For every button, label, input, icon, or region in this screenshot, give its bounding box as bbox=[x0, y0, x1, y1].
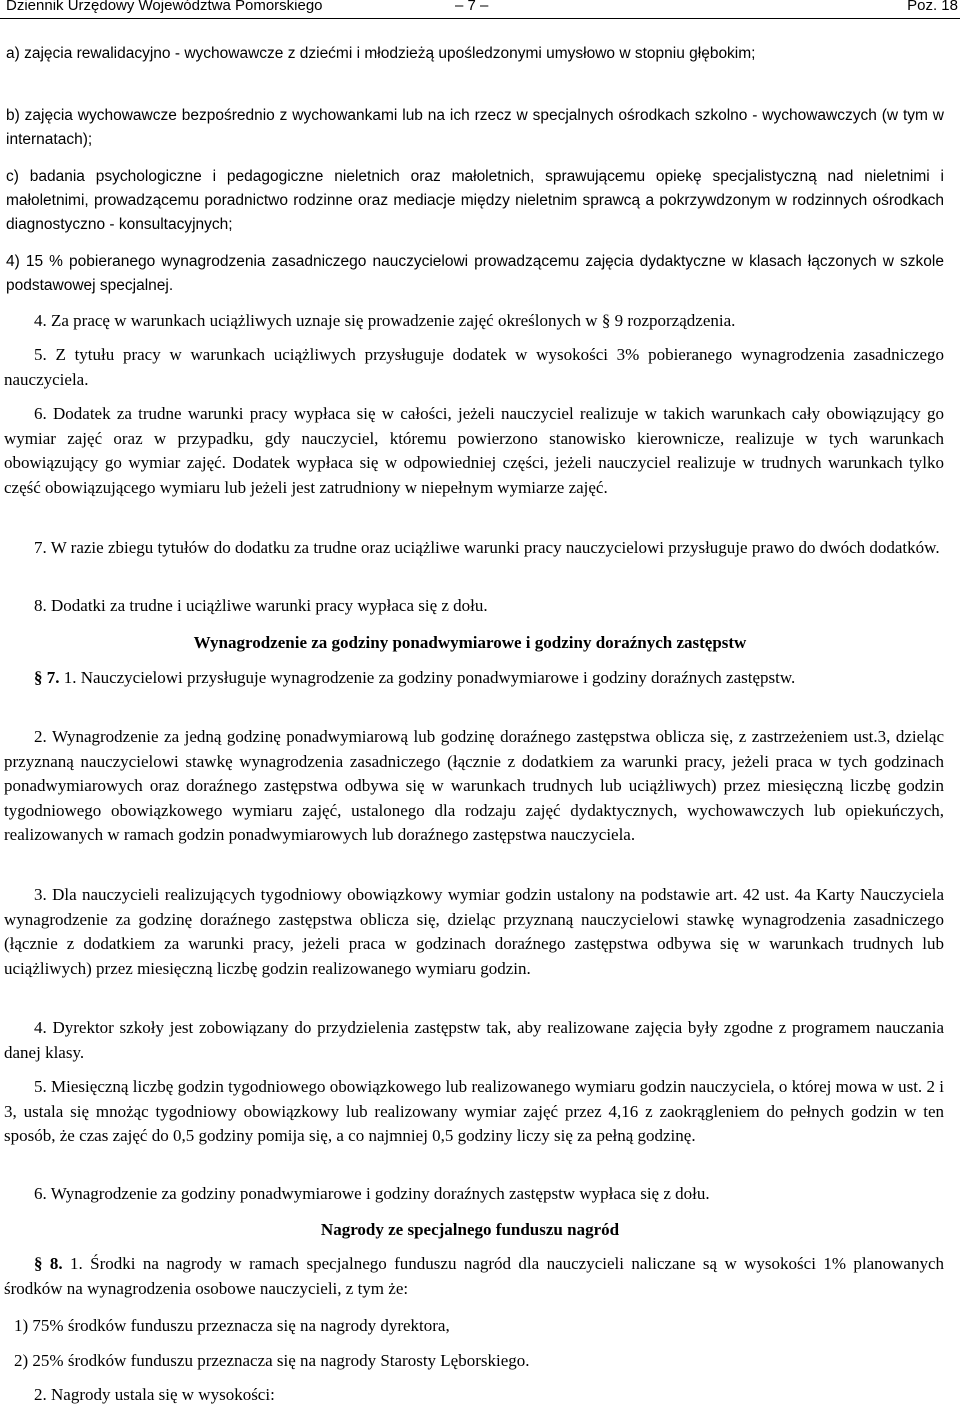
item-c: c) badania psychologiczne i pedagogiczne nieletnich oraz małoletnich, sprawującemu opiekę specjalistyczną nad nieletnimi i małoletnimi, prowadzącemu poradnictwo rodzinne oraz mediacje między nieletnim sprawcą a pokrzywdzonym w rodzinnych ośrodkach diagnostyczno - konsultacyjnych; bbox=[6, 168, 944, 233]
header-rule bbox=[0, 18, 960, 19]
item-a: a) zajęcia rewalidacyjno - wychowawcze z dziećmi i młodzieżą upośledzonymi umysłowo w stopniu głębokim; bbox=[6, 45, 756, 62]
page-number: – 7 – bbox=[455, 0, 489, 14]
section-7-number: § 7. bbox=[34, 668, 60, 687]
section-heading-awards: Nagrody ze specjalnego funduszu nagród bbox=[320, 1220, 620, 1239]
section-7-paragraph-6: 6. Wynagrodzenie za godziny ponadwymiarowe i godziny doraźnych zastępstw wypłaca się z dołu. bbox=[34, 1184, 710, 1203]
paragraph-4: 4. Za pracę w warunkach uciążliwych uznaje się prowadzenie zajęć określonych w § 9 rozporządzenia. bbox=[34, 311, 736, 330]
paragraph-6: 6. Dodatek za trudne warunki pracy wypłaca się w całości, jeżeli nauczyciel realizuje w takich warunkach cały obowiązujący go wymiar zajęć oraz w przypadku, gdy nauczyciel, któremu powierzono stanowisko kierownicze, realizuje w tych warunkach obowiązujący go wymiar zajęć. Dodatek wypłaca się w odpowiedniej części, jeżeli nauczyciel realizuje w trudnych warunkach tylko część obowiązującego wymiaru lub jeżeli jest zatrudniony w niepełnym wymiarze zajęć. bbox=[4, 404, 944, 497]
item-4: 4) 15 % pobieranego wynagrodzenia zasadniczego nauczycielowi prowadzącemu zajęcia dydaktyczne w klasach łączonych w szkole podstawowej specjalnej. bbox=[6, 253, 944, 294]
section-heading-overtime: Wynagrodzenie za godziny ponadwymiarowe i godziny doraźnych zastępstw bbox=[193, 633, 747, 652]
section-7-paragraph-3: 3. Dla nauczycieli realizujących tygodniowy obowiązkowy wymiar godzin ustalony na podstawie art. 42 ust. 4a Karty Nauczyciela wynagrodzenie za godzinę doraźnego zastępstwa oblicza się, dzieląc przyznaną nauczycielowi stawkę wynagrodzenia zasadniczego (łącznie z dodatkiem za warunki pracy, jeżeli praca w godzinach doraźnego zastępstwa odbywa się w warunkach trudnych lub uciążliwych) przez miesięczną liczbę godzin realizowanego wymiaru godzin. bbox=[4, 885, 944, 978]
section-8-paragraph-2: 2. Nagrody ustala się w wysokości: bbox=[34, 1385, 275, 1404]
paragraph-8: 8. Dodatki za trudne i uciążliwe warunki pracy wypłaca się z dołu. bbox=[34, 596, 488, 615]
section-8-number: § 8. bbox=[34, 1254, 63, 1273]
section-7-paragraph-5: 5. Miesięczną liczbę godzin tygodniowego obowiązkowego lub realizowanego wymiaru godzin nauczyciela, o której mowa w ust. 2 i 3, ustala się mnożąc tygodniowy obowiązkowy lub realizowany wymiar zajęć przez 4,16 z zaokrągleniem do pełnych godzin w ten sposób, że czas zajęć do 0,5 godziny pomija się, a co najmniej 0,5 godziny liczy się za pełną godzinę. bbox=[4, 1077, 944, 1145]
section-8-item-1: 1) 75% środków funduszu przeznacza się na nagrody dyrektora, bbox=[14, 1316, 450, 1335]
section-8-text-1: 1. Środki na nagrody w ramach specjalnego funduszu nagród dla nauczycieli naliczane są w wysokości 1% planowanych środków na wynagrodzenia osobowe nauczycieli, z tym że: bbox=[4, 1254, 945, 1298]
section-7-paragraph-1 bbox=[4, 666, 944, 691]
page-header bbox=[0, 0, 960, 20]
paragraph-7: 7. W razie zbiegu tytułów do dodatku za trudne oraz uciążliwe warunki pracy nauczycielowi przysługuje prawo do dwóch dodatków. bbox=[34, 538, 940, 557]
paragraph-5: 5. Z tytułu pracy w warunkach uciążliwych przysługuje dodatek w wysokości 3% pobieranego wynagrodzenia zasadniczego nauczyciela. bbox=[4, 345, 944, 389]
section-7-text-1: 1. Nauczycielowi przysługuje wynagrodzenie za godziny ponadwymiarowe i godziny doraźnych zastępstw. bbox=[63, 668, 796, 687]
position-number: Poz. 18 bbox=[907, 0, 958, 14]
section-7-paragraph-2: 2. Wynagrodzenie za jedną godzinę ponadwymiarową lub godzinę doraźnego zastępstwa oblicza się, z zastrzeżeniem ust.3, dzieląc przyznaną nauczycielowi stawkę wynagrodzenia zasadniczego (łącznie z dodatkiem za warunki pracy, jeżeli praca w tych godzinach ponadwymiarowych oraz doraźnego zastępstwa odbywa się w warunkach trudnych lub uciążliwych) przez miesięczną liczbę godzin tygodniowego obowiązkowego wymiaru zajęć, ustalonego dla rodzaju zajęć dydaktycznych, wychowawczych lub opiekuńczych, realizowanych w ramach godzin ponadwymiarowych lub doraźnego zastępstwa nauczyciela. bbox=[4, 727, 944, 844]
journal-title: Dziennik Urzędowy Województwa Pomorskiego bbox=[6, 0, 323, 14]
section-8-item-2: 2) 25% środków funduszu przeznacza się na nagrody Starosty Lęborskiego. bbox=[14, 1351, 530, 1370]
section-7-paragraph-4: 4. Dyrektor szkoły jest zobowiązany do przydzielenia zastępstw tak, aby realizowane zajęcia były zgodne z programem nauczania danej klasy. bbox=[4, 1018, 944, 1062]
section-8-paragraph-1 bbox=[4, 1252, 944, 1301]
item-b: b) zajęcia wychowawcze bezpośrednio z wychowankami lub na ich rzecz w specjalnych ośrodkach szkolno - wychowawczych (w tym w internatach); bbox=[6, 107, 944, 148]
